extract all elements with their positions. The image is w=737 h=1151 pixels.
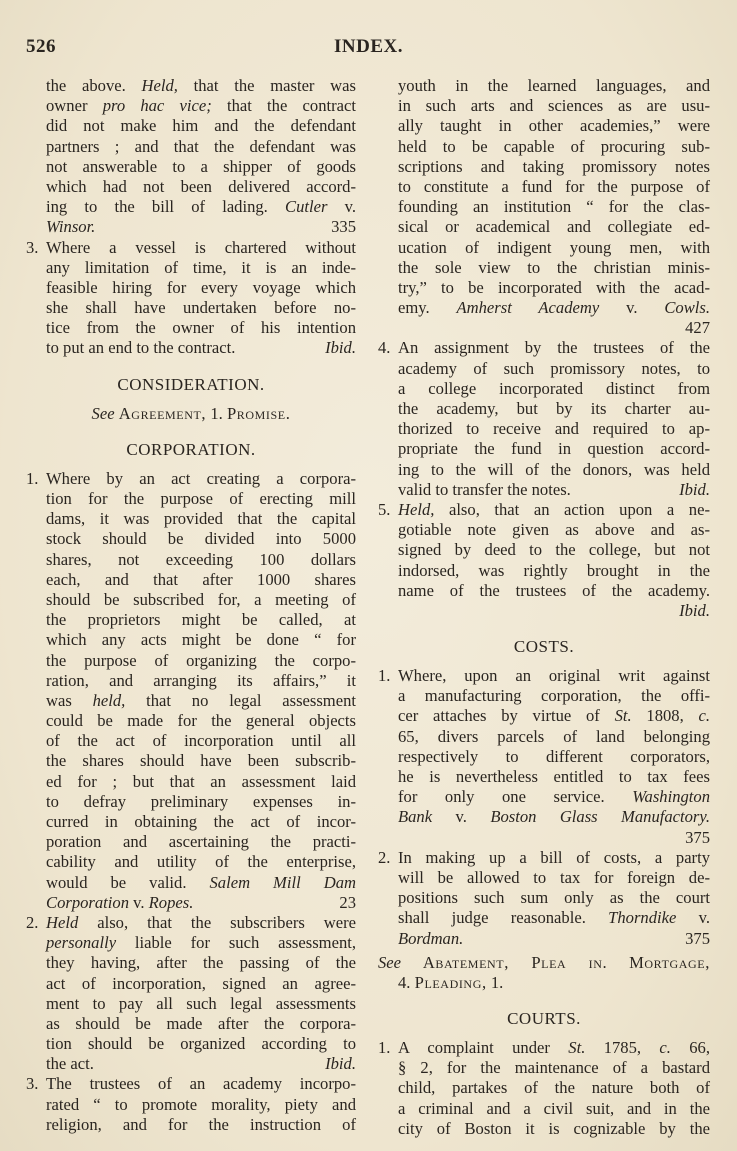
entry-number: 1.: [378, 1038, 391, 1058]
entry-number: 5.: [378, 499, 391, 519]
section-heading: CONSIDERATION.: [117, 374, 265, 394]
index-entry: 4. An assignment by the trustees of the academy of such promissory notes, to a college incorporated distinct from the academy, but by its charter au- thorized to receive and required to ap- propriate the fund in question accord- ing to the will of the donors, was held valid to transfer the notes. Ibid.: [378, 338, 710, 499]
page-number: 526: [26, 36, 56, 57]
page-title: INDEX.: [334, 36, 403, 57]
page-ref: 23: [339, 892, 356, 912]
index-entry: 5. Held, also, that an action upon a ne- gotiable note given as above and as- signed by deed to the college, but not indorsed, was rightly brought in the name of the trustees of the academy. Ibid.: [378, 499, 710, 620]
page-ref: 427: [685, 318, 710, 338]
index-entry: 3. Where a vessel is chartered without any limitation of time, it is an inde- feasible hiring for every voyage which she shall have undertaken before no- tice from the owner of his intention to put an end to the contract. Ibid.: [26, 237, 356, 358]
entry-number: 1.: [26, 468, 39, 488]
index-entry: 1. Where, upon an original writ against a manufacturing corporation, the offi- cer attaches by virtue of St. 1808, c. 65, divers parcels of land belonging respectively to different corporators, he is nevertheless entitled to tax fees for only one service. Washington Bank v. Boston Glass Manufactory. 375: [378, 666, 710, 847]
page-header: [26, 36, 711, 64]
left-column: [26, 76, 356, 1135]
index-entry: 2. In making up a bill of costs, a party will be allowed to tax for foreign de- positions such sum only as the court shall judge reasonable. Thorndike v. Bordman. 375: [378, 847, 710, 948]
entry-number: 1.: [378, 666, 391, 686]
cross-reference: See Agreement, 1. Promise.: [91, 403, 291, 423]
cross-reference: See Abatement, Plea in. Mortgage,: [378, 952, 710, 972]
section-heading: COSTS.: [513, 637, 575, 657]
entry-number: 3.: [26, 1074, 39, 1094]
index-entry: the above. Held, that the master was owner pro hac vice; that the contract did not make him and the defendant partners ; and that the defendant was not answerable to a shipper of goods which had not been delivered accord- ing to the bill of lading. Cutler v. Winsor. 335: [46, 76, 356, 237]
index-entry: youth in the learned languages, and in such arts and sciences as are usu- ally taught in other academies,” were held to be capable of procuring sub- scriptions and taking promissory notes to constitute a fund for the purpose of founding an institution “ for the clas- sical or academical and collegiate ed- ucation of indigent young men, with the sole view to the christian minis- try,” to be incorporated with the acad- emy. Amherst Academy v. Cowls. 427: [378, 76, 710, 338]
section-heading: COURTS.: [507, 1009, 581, 1029]
index-entry: 2. Held also, that the subscribers were personally liable for such assessment, they having, after the passing of the act of incorporation, signed an agree- ment to pay all such legal assessments as should be made after the corpora- tion should be organized according to the act. Ibid.: [26, 912, 356, 1074]
entry-number: 3.: [26, 237, 39, 257]
entry-number: 4.: [378, 338, 391, 358]
page-ref: 335: [331, 217, 356, 237]
section-heading: CORPORATION.: [126, 439, 256, 459]
entry-number: 2.: [378, 847, 391, 867]
page-ref: 375: [685, 827, 710, 847]
cross-reference-cont: 4. Pleading, 1.: [398, 972, 504, 992]
entry-number: 2.: [26, 912, 39, 932]
index-entry: 3. The trustees of an academy incorpo- rated “ to promote morality, piety and religion, and for the instruction of: [26, 1074, 356, 1134]
index-entry: 1. A complaint under St. 1785, c. 66, § 2, for the maintenance of a bastard child, partakes of the nature both of a criminal and a civil suit, and in the city of Boston it is cognizable by the: [378, 1038, 711, 1138]
page-ref: 375: [685, 928, 710, 948]
index-entry: 1. Where by an act creating a corpora- tion for the purpose of erecting mill dams, it was provided that the capital stock should be divided into 5000 shares, not exceeding 100 dollars each, and that after 1000 shares should be subscribed for, a meeting of the proprietors might be called, at which any acts might be done “ for the purpose of organizing the corpo- ration, and arranging its affairs,” it was held, that no legal assessment could be made for the general objects of the act of incorporation until all the shares should have been subscrib- ed for ; but that an assessment laid to defray preliminary expenses in- curred in obtaining the act of incor- poration and ascertaining the practi- cability and utility of the enterprise, would be valid. Salem Mill Dam Corporation v. Ropes. 23: [26, 468, 356, 912]
right-column: [378, 76, 710, 1139]
